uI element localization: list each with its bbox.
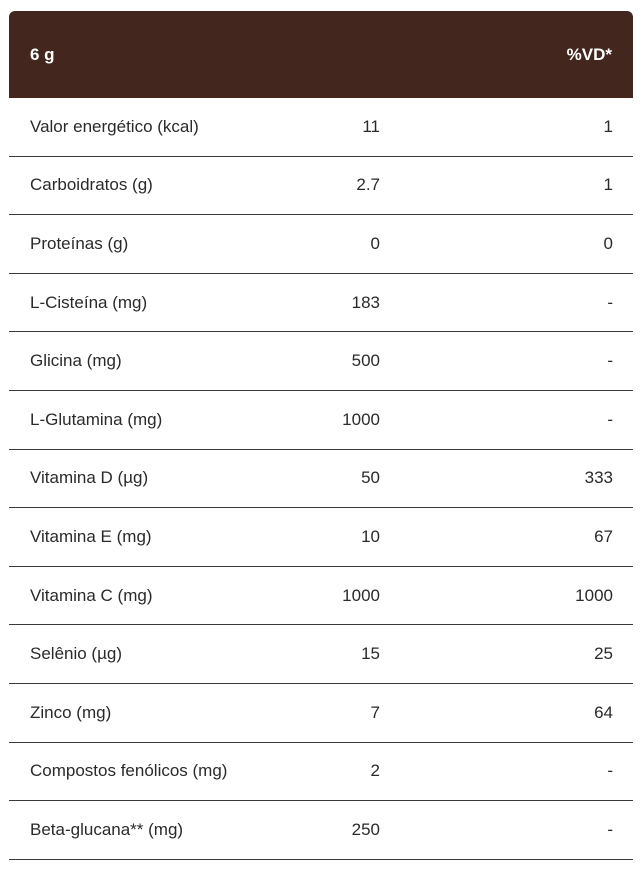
table-row xyxy=(9,567,633,626)
nutrient-quantity: 2.7 xyxy=(356,175,380,195)
nutrient-quantity: 1000 xyxy=(342,409,380,429)
table-row xyxy=(9,743,633,802)
nutrient-quantity: 15 xyxy=(361,644,380,664)
nutrient-vd: - xyxy=(607,761,613,781)
nutrient-quantity: 7 xyxy=(370,702,380,722)
nutrient-quantity: 2 xyxy=(370,761,380,781)
table-row xyxy=(9,215,633,274)
nutrient-name: Valor energético (kcal) xyxy=(30,116,199,136)
table-row xyxy=(9,625,633,684)
nutrient-vd: 0 xyxy=(603,233,613,253)
nutrient-quantity: 500 xyxy=(351,351,380,371)
nutrient-vd: 67 xyxy=(594,526,613,546)
table-header xyxy=(9,11,633,98)
nutrient-vd: - xyxy=(607,819,613,839)
nutrient-name: Proteínas (g) xyxy=(30,233,129,253)
table-row xyxy=(9,157,633,216)
table-row xyxy=(9,332,633,391)
table-row xyxy=(9,508,633,567)
table-row xyxy=(9,98,633,157)
table-row xyxy=(9,684,633,743)
nutrient-name: Carboidratos (g) xyxy=(30,175,153,195)
vd-column-label: %VD* xyxy=(566,44,612,64)
table-row xyxy=(9,450,633,509)
nutrient-name: L-Glutamina (mg) xyxy=(30,409,163,429)
nutrient-quantity: 250 xyxy=(351,819,380,839)
nutrient-name: Zinco (mg) xyxy=(30,702,112,722)
table-row xyxy=(9,391,633,450)
nutrient-vd: - xyxy=(607,351,613,371)
nutrient-name: Vitamina C (mg) xyxy=(30,585,153,605)
nutrient-name: Selênio (µg) xyxy=(30,644,123,664)
nutrient-quantity: 1000 xyxy=(342,585,380,605)
nutrient-name: L-Cisteína (mg) xyxy=(30,292,148,312)
nutrient-vd: - xyxy=(607,292,613,312)
nutrient-quantity: 183 xyxy=(351,292,380,312)
portion-label: 6 g xyxy=(30,44,55,64)
table-row xyxy=(9,801,633,860)
nutrient-quantity: 10 xyxy=(361,526,380,546)
nutrient-vd: 25 xyxy=(594,644,613,664)
nutrient-vd: 64 xyxy=(594,702,613,722)
nutrient-vd: - xyxy=(607,409,613,429)
nutrient-name: Glicina (mg) xyxy=(30,351,122,371)
nutrient-quantity: 0 xyxy=(370,233,380,253)
nutrient-name: Vitamina D (µg) xyxy=(30,468,149,488)
table-row xyxy=(9,274,633,333)
nutrient-vd: 333 xyxy=(584,468,613,488)
nutrient-name: Beta-glucana** (mg) xyxy=(30,819,184,839)
nutrient-vd: 1 xyxy=(603,116,613,136)
nutrient-vd: 1000 xyxy=(575,585,613,605)
nutrient-vd: 1 xyxy=(603,175,613,195)
nutrient-name: Compostos fenólicos (mg) xyxy=(30,761,228,781)
nutrition-table xyxy=(9,11,633,860)
nutrient-name: Vitamina E (mg) xyxy=(30,526,152,546)
nutrient-quantity: 11 xyxy=(362,116,380,136)
nutrient-quantity: 50 xyxy=(361,468,380,488)
